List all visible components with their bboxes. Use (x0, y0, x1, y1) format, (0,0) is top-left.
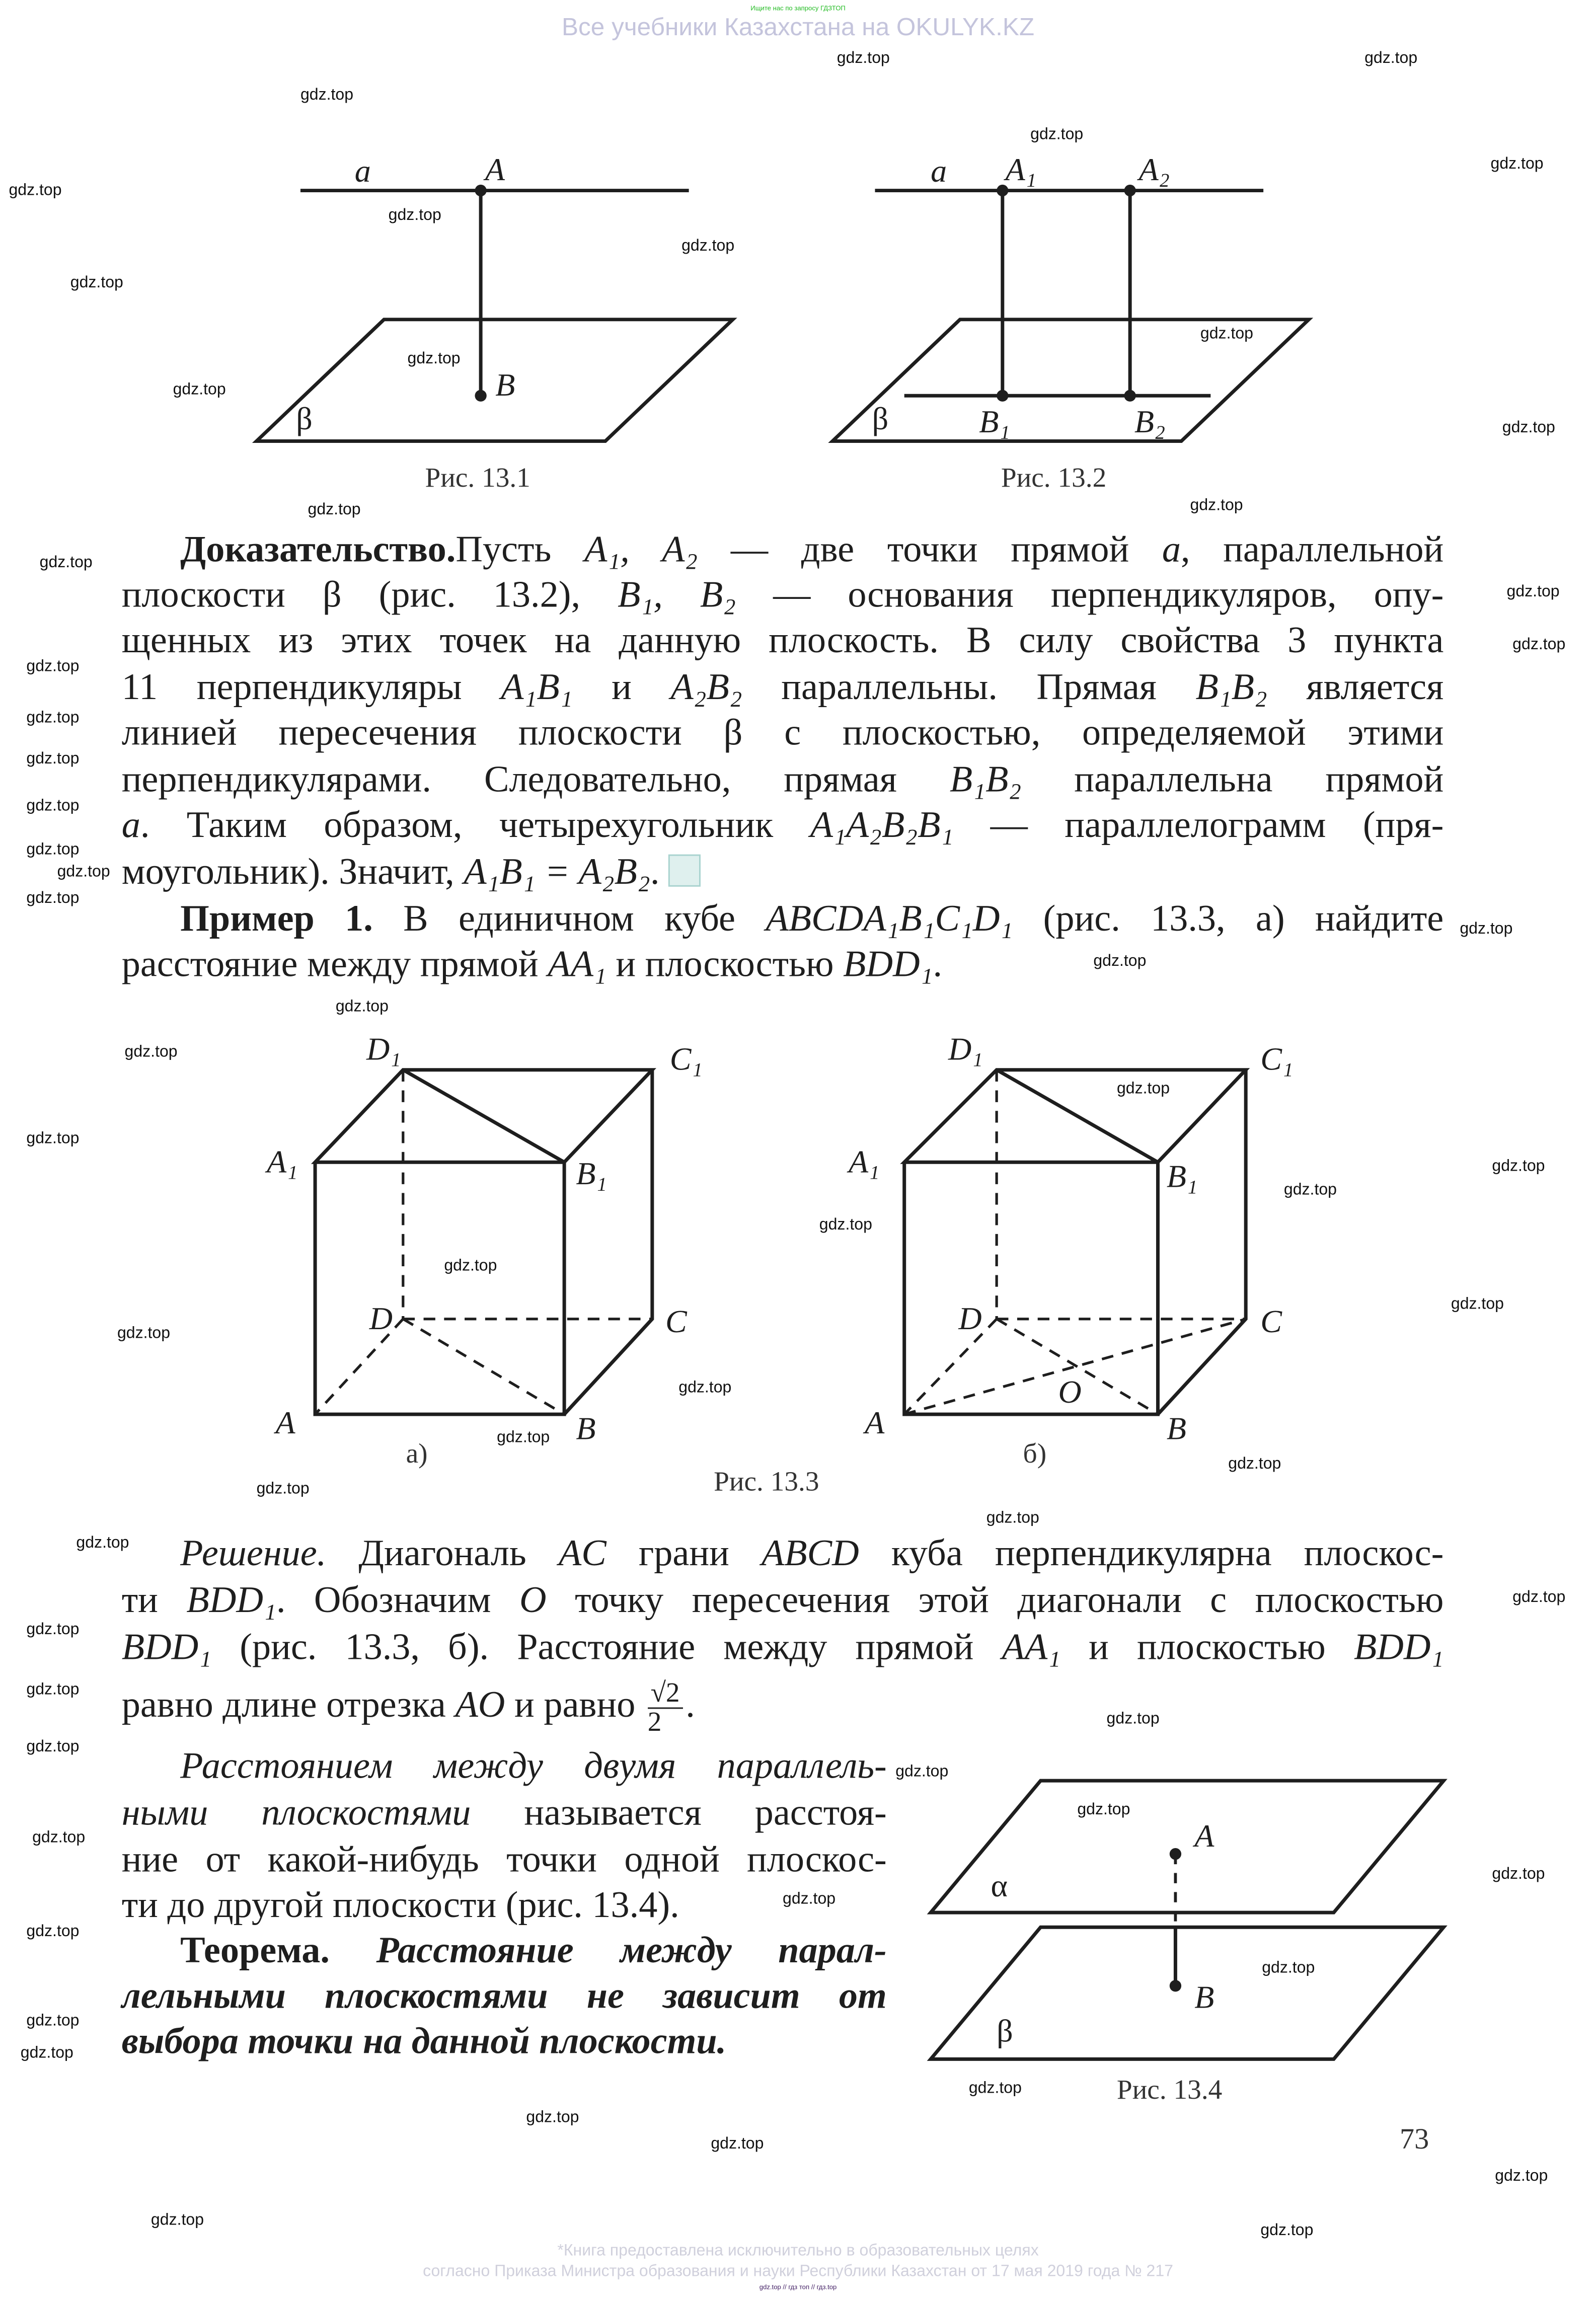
search-hint: Ищите нас по запросу ГДЗТОП (750, 4, 846, 12)
example-line (122, 897, 1444, 941)
label: B₁ (576, 1155, 607, 1191)
label: C (1260, 1304, 1282, 1340)
text-segment: . Таким образом, четырехугольник (140, 803, 810, 846)
watermark: gdz.top (526, 2108, 579, 2126)
text-segment: Теорема. (180, 1929, 330, 1971)
text-segment: выбора точки на данной плоскости. (121, 2019, 727, 2062)
theorem-line (122, 2020, 887, 2063)
watermark: gdz.top (256, 1479, 310, 1497)
watermark: gdz.top (20, 2043, 73, 2061)
text-segment: и (572, 665, 671, 708)
watermark: gdz.top (32, 1828, 86, 1846)
text-segment: a (121, 803, 140, 846)
solution-line (122, 1625, 1444, 1669)
watermark: gdz.top (1116, 1079, 1170, 1097)
watermark: gdz.top (26, 889, 80, 907)
label: B₂ (1134, 404, 1166, 440)
watermark: gdz.top (26, 657, 80, 675)
text-segment: В единичном кубе (372, 897, 766, 940)
text-segment: AA₁ (548, 942, 606, 985)
point-B2 (1124, 390, 1136, 402)
watermark: gdz.top (26, 749, 80, 768)
watermark: gdz.top (1512, 1588, 1566, 1606)
label: A (1194, 1818, 1214, 1854)
text-segment: расстояние между прямой (121, 942, 548, 985)
text-segment: параллельны. Прямая (742, 665, 1196, 708)
definition-line (122, 1838, 887, 1882)
definition-line (122, 1883, 887, 1927)
text-segment: Доказательство. (180, 527, 456, 570)
point-B1 (997, 390, 1008, 402)
proof-line (122, 803, 1444, 847)
text-segment: ABCDA₁B₁C₁D₁ (766, 897, 1013, 940)
label: A (275, 1404, 295, 1440)
proof-line (122, 619, 1444, 662)
text-segment: является (1267, 665, 1444, 708)
watermark: gdz.top (1093, 952, 1147, 970)
footer-links[interactable]: gdz.top // гдз топ // гдз.top (759, 2283, 837, 2291)
watermark: gdz.top (1490, 155, 1544, 173)
text-segment: BDD₁ (843, 942, 933, 985)
label: B (1194, 1979, 1214, 2015)
text-segment: Расстоянием между двумя параллель- (180, 1744, 887, 1787)
subcaption-b: б) (1023, 1438, 1047, 1469)
watermark: gdz.top (26, 2011, 80, 2029)
watermark: gdz.top (1262, 1958, 1315, 1976)
label: B₁ (1166, 1158, 1198, 1194)
proof-line (122, 711, 1444, 754)
watermark: gdz.top (1364, 49, 1418, 67)
watermark: gdz.top (895, 1762, 949, 1780)
text-segment: точку пересечения этой диагонали с плоскостью (546, 1578, 1444, 1621)
caption: Рис. 13.3 (714, 1466, 819, 1497)
watermark: gdz.top (1228, 1454, 1281, 1473)
label: β (872, 401, 889, 437)
cube-a (315, 1070, 652, 1414)
watermark: gdz.top (497, 1428, 550, 1446)
caption: Рис. 13.2 (1001, 462, 1107, 493)
label: C (665, 1304, 687, 1340)
watermark: gdz.top (335, 997, 389, 1015)
watermark: gdz.top (711, 2134, 764, 2153)
proof-line (122, 758, 1444, 802)
watermark: gdz.top (1460, 920, 1513, 938)
watermark: gdz.top (70, 273, 123, 291)
solution-line (122, 1531, 1444, 1575)
label: C₁ (1260, 1041, 1294, 1077)
watermark: gdz.top (783, 1890, 836, 1907)
text-segment: Расстояние между парал- (330, 1929, 887, 1971)
label: A₁ (266, 1143, 298, 1180)
watermark: gdz.top (1030, 125, 1084, 143)
theorem-line (122, 1929, 887, 1972)
label: D (369, 1300, 393, 1337)
page-number: 73 (1399, 2123, 1429, 2156)
watermark: gdz.top (26, 1129, 80, 1147)
text-segment: ние от какой-нибудь точки одной плоскос- (121, 1837, 887, 1881)
subcaption-a: а) (406, 1438, 428, 1469)
text-segment: . Обозначим (276, 1578, 519, 1621)
footer-line-2: согласно Приказа Министра образования и науки Республики Казахстан от 17 мая 2019 года № 217 (423, 2263, 1174, 2281)
watermark: gdz.top (1512, 635, 1566, 653)
watermark: gdz.top (39, 553, 93, 571)
watermark: gdz.top (1077, 1800, 1130, 1818)
watermark: gdz.top (837, 49, 890, 67)
text-segment: Диагональ (326, 1531, 559, 1574)
text-segment: ными плоскостями (121, 1791, 471, 1833)
text-segment: называется расстоя- (471, 1791, 887, 1833)
footer-line-1: *Книга предоставлена исключительно в образовательных целях (557, 2242, 1039, 2260)
label: B (495, 367, 515, 403)
proof-line (122, 527, 1444, 571)
label: C₁ (669, 1041, 703, 1077)
text-segment: A₂B₂ (670, 665, 742, 708)
text-segment: . (650, 850, 669, 893)
watermark: gdz.top (1106, 1709, 1160, 1727)
text-segment: щенных из этих точек на данную плоскость. В силу свойства 3 пункта (121, 618, 1444, 661)
point-B (475, 390, 486, 402)
solution-line (122, 1679, 1444, 1737)
text-segment: грани (606, 1531, 762, 1574)
watermark: gdz.top (150, 2210, 204, 2229)
text-segment: B₁B₂ (1195, 665, 1267, 708)
label: A₁ (1005, 151, 1037, 188)
text-segment: лельными плоскостями не зависит от (121, 1974, 887, 2017)
watermark: gdz.top (1200, 325, 1254, 342)
proof-line (122, 850, 1444, 894)
text-segment: и плоскостью (1060, 1625, 1354, 1668)
watermark: gdz.top (407, 349, 461, 367)
label: A₁ (849, 1143, 880, 1180)
text-segment: и плоскостью (606, 942, 843, 985)
text-segment: и равно (505, 1683, 645, 1726)
label: a (931, 153, 947, 189)
text-segment: (рис. 13.3, а) найдите (1013, 897, 1444, 940)
fig13-1-plane-beta (257, 320, 733, 441)
watermark: gdz.top (388, 206, 441, 224)
text-segment: BDD₁ (186, 1578, 276, 1621)
watermark: gdz.top (1451, 1294, 1504, 1313)
label: D (958, 1300, 982, 1337)
text-segment: плоскости β (рис. 13.2), (121, 573, 618, 616)
text-segment: Пусть (455, 527, 585, 570)
example-line (122, 942, 1444, 986)
text-segment: AC (558, 1531, 606, 1574)
text-segment: ти (121, 1578, 187, 1621)
definition-line (122, 1791, 887, 1834)
watermark: gdz.top (1502, 418, 1555, 436)
text-segment: — основания перпендикуляров, опу- (736, 573, 1444, 616)
text-segment: . (933, 942, 943, 985)
label: B (576, 1410, 596, 1446)
label: A (865, 1404, 885, 1440)
text-segment: , параллельной (1180, 527, 1444, 570)
text-segment: AA₁ (1002, 1625, 1061, 1668)
watermark: gdz.top (444, 1257, 497, 1274)
text-segment: A₁, A₂ (584, 527, 698, 570)
text-segment: Пример 1. (180, 897, 373, 940)
text-segment: Решение. (180, 1531, 327, 1574)
text-segment: ABCD (761, 1531, 859, 1574)
text-segment: . (686, 1683, 695, 1726)
watermark: gdz.top (308, 500, 361, 518)
text-segment: A₁B₁ (501, 665, 573, 708)
watermark: gdz.top (1492, 1865, 1545, 1883)
text-segment: (рис. 13.3, б). Расстояние между прямой (211, 1625, 1002, 1668)
watermark: gdz.top (76, 1534, 129, 1552)
watermark: gdz.top (26, 1737, 80, 1755)
text-segment: a (1162, 527, 1181, 570)
text-segment: моугольник). Значит, (121, 850, 464, 893)
cube-b (904, 1070, 1246, 1414)
text-segment: O (519, 1578, 547, 1621)
point-A2 (1124, 185, 1136, 196)
point-B-13-4 (1170, 1980, 1181, 1991)
label: D₁ (948, 1031, 983, 1067)
watermark: gdz.top (968, 2079, 1022, 2097)
fraction (648, 1679, 683, 1737)
label: O (1058, 1373, 1082, 1410)
watermark: gdz.top (124, 1042, 178, 1060)
label: β (296, 401, 313, 437)
watermark: gdz.top (26, 1620, 80, 1638)
watermark: gdz.top (117, 1324, 171, 1342)
watermark: gdz.top (1260, 2221, 1314, 2239)
label: α (991, 1868, 1008, 1904)
watermark: gdz.top (26, 708, 80, 726)
fraction-numerator: √2 (648, 1679, 683, 1709)
watermark: gdz.top (57, 862, 110, 880)
watermark: gdz.top (681, 237, 735, 255)
text-segment: перпендикулярами. Следовательно, прямая (121, 757, 950, 800)
watermark: gdz.top (678, 1378, 732, 1396)
watermark: gdz.top (1190, 496, 1243, 514)
watermark: gdz.top (9, 181, 62, 199)
point-A-13-4 (1170, 1848, 1181, 1860)
text-segment: равно длине отрезка (121, 1683, 455, 1726)
label: A (485, 151, 505, 188)
watermark: gdz.top (819, 1215, 872, 1234)
text-segment: BDD₁ (121, 1625, 212, 1668)
caption: Рис. 13.1 (425, 462, 530, 493)
watermark: gdz.top (26, 1922, 80, 1940)
watermark: gdz.top (26, 840, 80, 858)
text-segment: ти до другой плоскости (рис. 13.4). (121, 1883, 679, 1926)
solution-line (122, 1578, 1444, 1622)
label: β (997, 2013, 1013, 2049)
label: B₁ (979, 404, 1010, 440)
text-segment: — две точки прямой (698, 527, 1162, 570)
watermark: gdz.top (300, 86, 354, 104)
proof-line (122, 573, 1444, 617)
text-segment: A₁A₂B₂B₁ (810, 803, 954, 846)
label: A₂ (1138, 151, 1170, 188)
watermark: gdz.top (26, 1680, 80, 1698)
text-segment: — параллелограмм (пря- (953, 803, 1444, 846)
watermark: gdz.top (986, 1508, 1039, 1526)
text-segment: B₁B₂ (949, 757, 1022, 800)
proof-line (122, 665, 1444, 709)
watermark: gdz.top (1492, 1157, 1545, 1175)
label: a (354, 153, 371, 189)
text-segment: куба перпендикулярна плоскос- (859, 1531, 1444, 1574)
watermark: gdz.top (26, 796, 80, 814)
definition-line (122, 1744, 887, 1788)
watermark: gdz.top (173, 380, 226, 398)
text-segment: A₁B₁ = A₂B₂ (464, 850, 650, 893)
site-banner[interactable]: Все учебники Казахстана на OKULYK.KZ (562, 13, 1035, 41)
text-segment: BDD₁ (1353, 1625, 1444, 1668)
text-segment: параллельна прямой (1021, 757, 1444, 800)
watermark: gdz.top (1506, 582, 1560, 600)
label: D₁ (366, 1031, 401, 1067)
watermark: gdz.top (1283, 1180, 1337, 1198)
text-segment: B₁, B₂ (618, 573, 736, 616)
watermark: gdz.top (1495, 2167, 1548, 2185)
text-segment: AO (455, 1683, 505, 1726)
fraction-denominator: 2 (647, 1707, 662, 1738)
label: B (1166, 1410, 1187, 1446)
end-of-proof-icon (669, 855, 701, 887)
caption: Рис. 13.4 (1116, 2074, 1223, 2105)
text-segment: 11 перпендикуляры (121, 665, 501, 708)
text-segment: линией пересечения плоскости β с плоскостью, определяемой этими (121, 711, 1444, 753)
theorem-line (122, 1974, 887, 2018)
